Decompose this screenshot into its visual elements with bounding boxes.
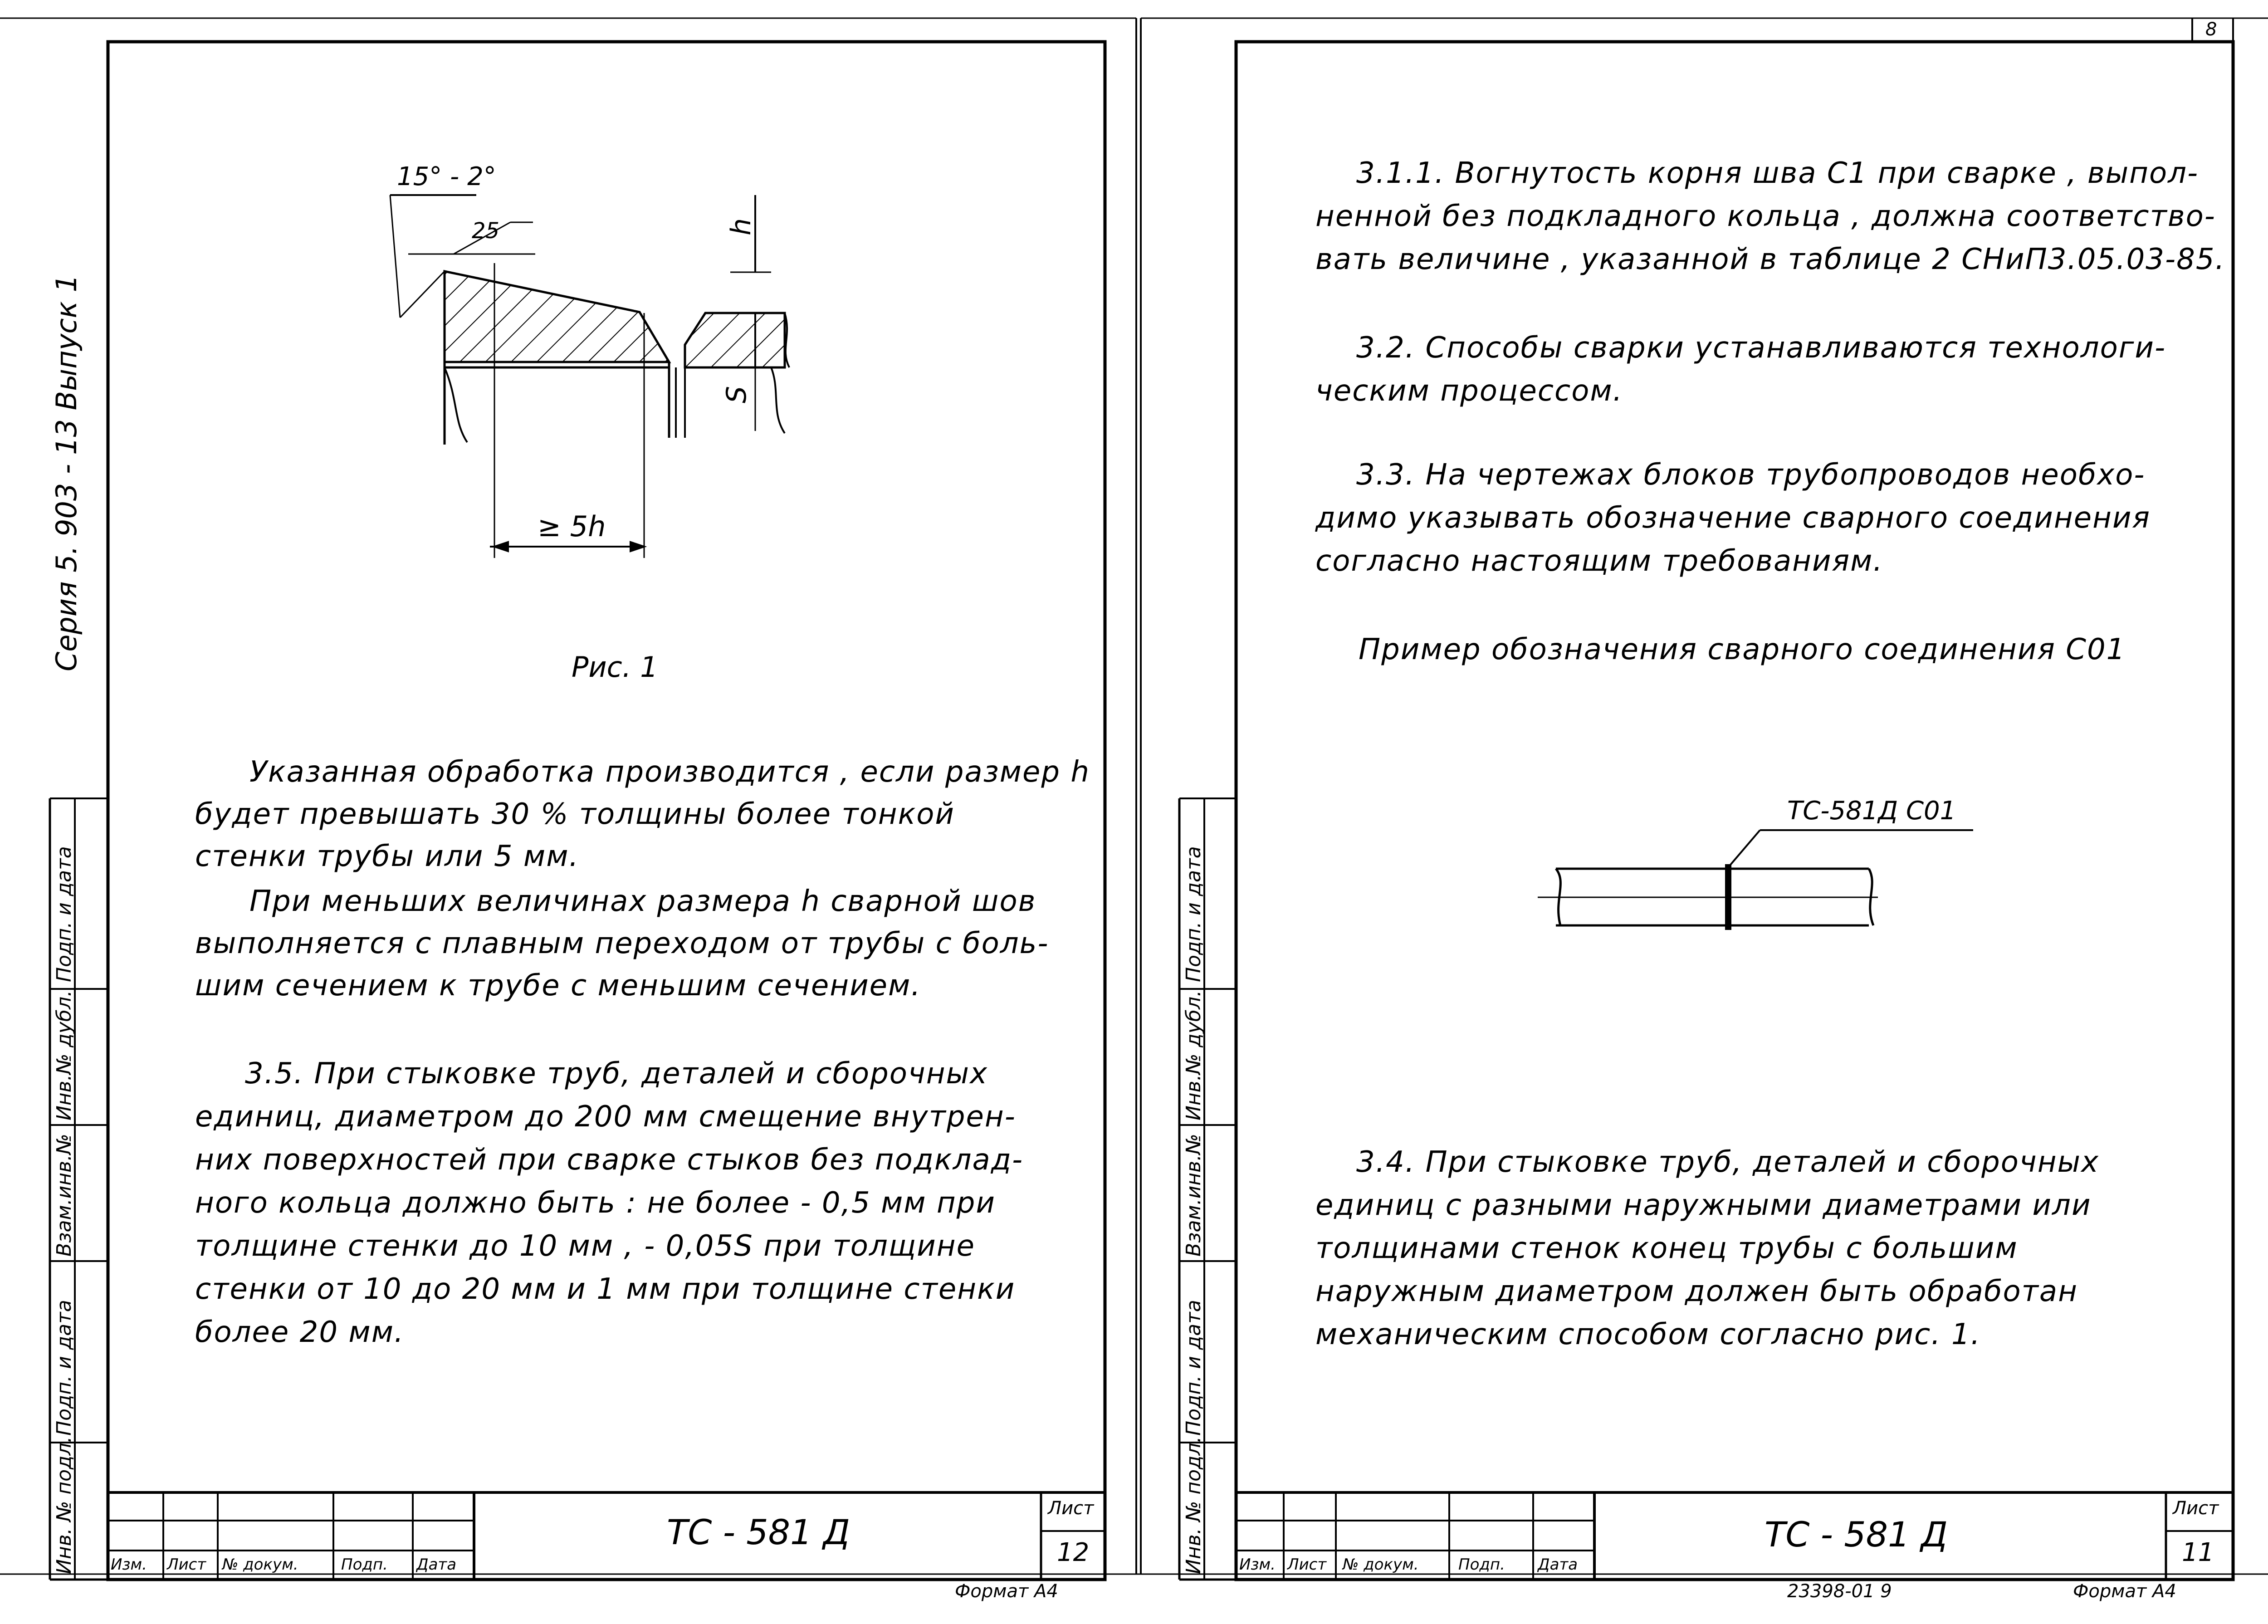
stamp-podp-data-right-2: Подп. и дата <box>1182 846 1205 982</box>
right-p311-line-2: ненной без подкладного кольца , должна соответство- <box>1315 200 2216 233</box>
left-p3-line-1: 3.5. При стыковке труб, деталей и сборочных <box>245 1057 988 1091</box>
right-p34-line-5: механическим способом согласно рис. 1. <box>1315 1318 1981 1351</box>
left-p1-line-2: будет превышать 30 % толщины более тонкой <box>195 797 955 831</box>
tb-right-col-list: Лист <box>1287 1556 1327 1574</box>
tb-right-col-podp: Подп. <box>1458 1556 1505 1574</box>
dim-s-label: S <box>721 386 753 404</box>
tb-left-col-list: Лист <box>167 1556 206 1574</box>
right-p34-line-3: толщинами стенок конец трубы с большим <box>1315 1232 2018 1265</box>
left-p3-line-5: толщине стенки до 10 мм , - 0,05S при толщине <box>195 1229 975 1263</box>
left-p1-line-1: Указанная обработка производится , если размер h <box>249 755 1090 789</box>
right-p311-line-3: вать величине , указанной в таблице 2 СНиП3.05.03-85. <box>1315 243 2225 276</box>
left-p3-line-2: единиц, диаметром до 200 мм смещение внутрен- <box>195 1100 1016 1134</box>
right-p33-line-2: димо указывать обозначение сварного соединения <box>1315 501 2151 535</box>
left-p2-line-3: шим сечением к трубе с меньшим сечением. <box>195 969 921 1003</box>
left-p2-line-1: При меньших величинах размера h сварной шов <box>249 885 1036 918</box>
tb-right-col-data: Дата <box>1538 1556 1578 1574</box>
right-p311-line-1: 3.1.1. Вогнутость корня шва С1 при сварке , выпол- <box>1356 157 2199 190</box>
right-p34-line-4: наружным диаметром должен быть обработан <box>1315 1275 2078 1308</box>
tb-left-doc-code: ТС - 581 Д <box>667 1512 850 1552</box>
right-p32-line-1: 3.2. Способы сварки устанавливаются технологи- <box>1356 331 2166 365</box>
right-p33-line-3: согласно настоящим требованиям. <box>1315 544 1883 578</box>
tb-left-col-podp: Подп. <box>341 1556 388 1574</box>
tb-left-sheet-label: Лист <box>1048 1498 1094 1519</box>
stamp-inv-podl-left: Инв. № подл. <box>53 1436 76 1574</box>
stamp-vzam-inv-right: Взам.инв.№ <box>1182 1134 1205 1257</box>
angle-label: 15° - 2° <box>397 162 496 191</box>
stamp-inv-dubl-right: Инв.№ дубл. <box>1182 990 1205 1120</box>
left-p3-line-7: более 20 мм. <box>195 1316 405 1349</box>
series-label: Серия 5. 903 - 13 Выпуск 1 <box>50 274 83 671</box>
right-p33-line-1: 3.3. На чертежах блоков трубопроводов необхо- <box>1356 458 2146 492</box>
stamp-inv-dubl-left: Инв.№ дубл. <box>53 990 76 1120</box>
right-p34-line-2: единиц с разными наружными диаметрами или <box>1315 1189 2092 1222</box>
weld-label: ТС-581Д С01 <box>1787 796 1956 826</box>
tb-right-format: Формат А4 <box>2073 1581 2176 1602</box>
left-p3-line-3: них поверхностей при сварке стыков без подклад- <box>195 1143 1024 1177</box>
tb-left-sheet-number: 12 <box>1057 1538 1090 1567</box>
tb-left-format: Формат А4 <box>955 1581 1058 1602</box>
stamp-podp-data-right-1: Подп. и дата <box>1182 1300 1205 1436</box>
right-example-heading: Пример обозначения сварного соединения С01 <box>1359 633 2126 666</box>
stamp-podp-data-left-1: Подп. и дата <box>53 1300 76 1436</box>
left-p2-line-2: выполняется с плавным переходом от трубы с боль- <box>195 927 1049 960</box>
dim-h-label: h <box>725 218 758 236</box>
dim-length-label: ≥ 5h <box>538 510 606 543</box>
left-p3-line-4: ного кольца должно быть : не более - 0,5 мм при <box>195 1186 996 1220</box>
stamp-inv-podl-right: Инв. № подл. <box>1182 1436 1205 1574</box>
stamp-podp-data-left-2: Подп. и дата <box>53 846 76 982</box>
weld-example <box>1538 830 1973 930</box>
tb-left-col-doc: № докум. <box>222 1556 298 1574</box>
corner-sheet-number: 8 <box>2205 19 2217 40</box>
tb-left-col-data: Дата <box>416 1556 457 1574</box>
tb-left-col-izm: Изм. <box>111 1556 147 1574</box>
figure-caption: Рис. 1 <box>572 651 658 684</box>
left-p1-line-3: стенки трубы или 5 мм. <box>195 840 579 873</box>
tb-right-sheet-label: Лист <box>2173 1498 2219 1519</box>
right-p34-line-1: 3.4. При стыковке труб, деталей и сборочных <box>1356 1145 2099 1179</box>
bevel-figure <box>390 195 789 558</box>
right-p32-line-2: ческим процессом. <box>1315 374 1623 408</box>
tb-right-col-doc: № докум. <box>1343 1556 1419 1574</box>
tb-right-sheet-number: 11 <box>2182 1538 2214 1567</box>
stamp-vzam-inv-left: Взам.инв.№ <box>53 1134 76 1257</box>
left-p3-line-6: стенки от 10 до 20 мм и 1 мм при толщине стенки <box>195 1272 1016 1306</box>
tb-right-col-izm: Изм. <box>1239 1556 1276 1574</box>
tb-right-footer-code: 23398-01 9 <box>1787 1581 1892 1602</box>
tb-right-doc-code: ТС - 581 Д <box>1765 1514 1948 1555</box>
bevel-label: 25 <box>472 218 500 244</box>
